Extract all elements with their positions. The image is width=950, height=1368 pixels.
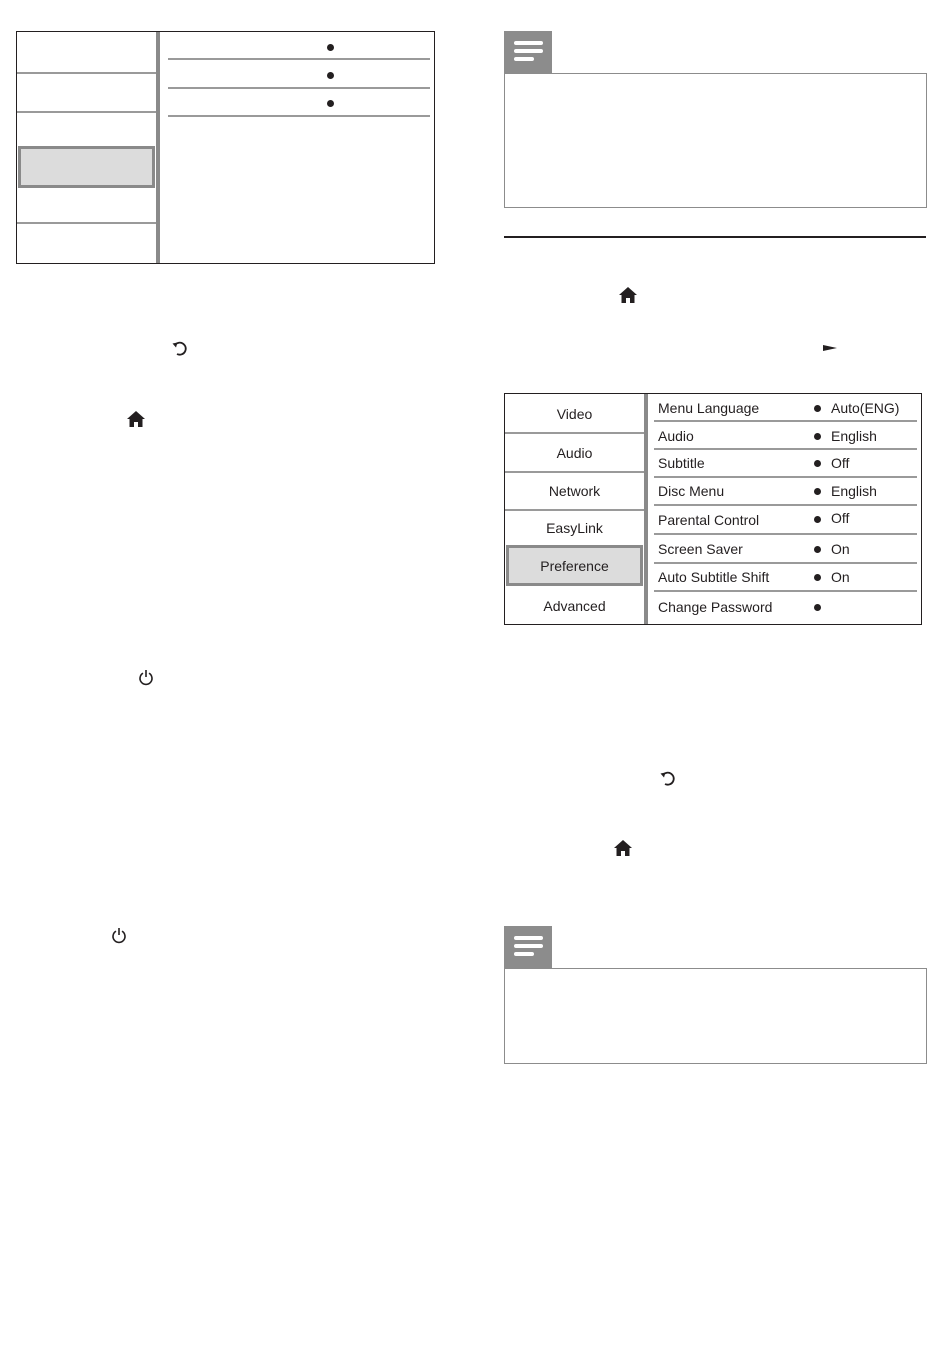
menu-category-item[interactable] <box>17 74 156 112</box>
power-icon <box>138 669 154 686</box>
option-separator <box>654 504 917 506</box>
back-icon <box>171 339 189 357</box>
note-body <box>504 73 927 208</box>
option-separator <box>654 533 917 535</box>
menu-category-item[interactable] <box>17 113 156 146</box>
menu-option-list <box>652 394 921 624</box>
home-icon <box>126 410 146 428</box>
option-separator <box>654 562 917 564</box>
menu-category-item-selected[interactable] <box>18 146 155 188</box>
option-separator <box>168 115 430 117</box>
section-divider <box>504 236 926 238</box>
power-icon <box>111 927 127 944</box>
menu-category-network[interactable]: Network <box>548 483 601 499</box>
note-icon <box>504 926 552 968</box>
note-body <box>504 968 927 1064</box>
option-separator <box>168 58 430 60</box>
menu-category-list <box>17 32 160 263</box>
option-separator <box>168 87 430 89</box>
menu-category-item[interactable] <box>17 224 156 263</box>
back-icon <box>659 769 677 787</box>
option-disc-menu[interactable]: Disc Menu English <box>658 483 877 499</box>
menu-option-row[interactable] <box>164 38 434 60</box>
menu-option-row[interactable] <box>164 94 434 116</box>
bullet-icon <box>814 516 821 523</box>
option-separator <box>654 476 917 478</box>
bullet-icon <box>327 100 334 107</box>
bullet-icon <box>814 433 821 440</box>
home-icon <box>613 839 633 857</box>
play-icon <box>822 343 838 353</box>
bullet-icon <box>814 604 821 611</box>
option-menu-language[interactable]: Menu Language Auto(ENG) <box>658 400 900 416</box>
menu-category-easylink[interactable]: EasyLink <box>546 520 603 536</box>
option-separator <box>654 590 917 592</box>
bullet-icon <box>814 574 821 581</box>
note-box <box>504 31 927 209</box>
option-subtitle[interactable]: Subtitle Off <box>658 455 850 471</box>
note-icon <box>504 31 552 73</box>
menu-option-list <box>164 32 434 263</box>
preference-menu <box>504 393 922 625</box>
option-screen-saver[interactable]: Screen Saver On <box>658 541 850 557</box>
option-change-password[interactable]: Change Password <box>652 599 921 619</box>
option-auto-subtitle-shift[interactable]: Auto Subtitle Shift On <box>658 569 850 585</box>
menu-category-item[interactable] <box>17 189 156 222</box>
menu-option-row[interactable] <box>164 66 434 88</box>
bullet-icon <box>814 546 821 553</box>
bullet-icon <box>327 44 334 51</box>
menu-category-video[interactable]: Video <box>556 405 593 422</box>
option-audio[interactable]: Audio English <box>658 428 877 444</box>
note-box <box>504 926 927 1065</box>
bullet-icon <box>814 488 821 495</box>
option-parental-control[interactable]: Parental Control Off <box>658 510 850 528</box>
option-separator <box>654 448 917 450</box>
menu-category-preference-selected[interactable]: Preference <box>506 545 643 586</box>
menu-category-audio[interactable]: Audio <box>556 444 593 461</box>
bullet-icon <box>327 72 334 79</box>
menu-category-list <box>505 394 648 624</box>
menu-category-item[interactable] <box>17 32 156 73</box>
home-icon <box>618 286 638 304</box>
setup-menu-left <box>16 31 435 264</box>
bullet-icon <box>814 405 821 412</box>
bullet-icon <box>814 460 821 467</box>
option-separator <box>654 420 917 422</box>
menu-category-advanced[interactable]: Advanced <box>543 597 606 614</box>
